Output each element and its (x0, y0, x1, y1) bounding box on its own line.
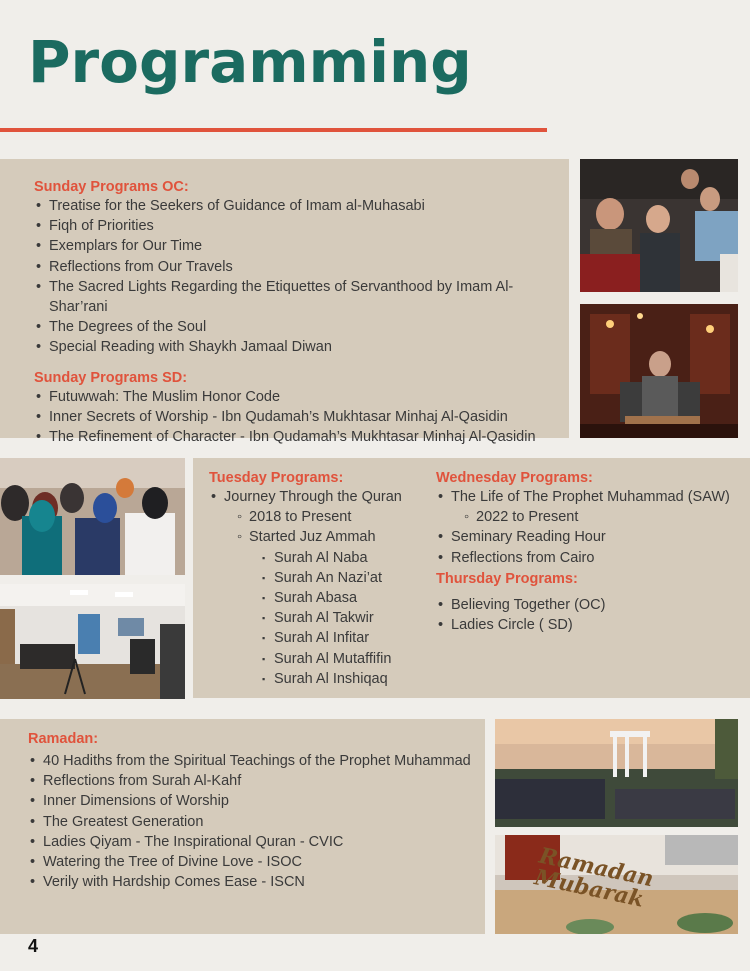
speaker-photo (580, 304, 738, 438)
list-item: ▪ Surah Al Mutaffifin (209, 649, 429, 669)
thursday-heading: Thursday Programs: (436, 570, 578, 587)
list-item: • Reflections from Our Travels (34, 257, 564, 277)
list-item: • Inner Dimensions of Worship (28, 791, 483, 811)
list-item: ▪ Surah Al Infitar (209, 628, 429, 648)
list-item: ◦ 2018 to Present (209, 507, 429, 527)
list-item: ◦ 2022 to Present (436, 507, 746, 527)
wednesday-heading: Wednesday Programs: (436, 470, 593, 486)
list-item: • Inner Secrets of Worship - Ibn Qudamah’s Mukhtasar Minhaj Al-Qasidin (34, 407, 564, 427)
list-item: • Seminary Reading Hour (436, 527, 746, 547)
list-item: • Reflections from Surah Al-Kahf (28, 771, 483, 791)
list-item: ▪ Surah Al Naba (209, 548, 429, 568)
ramadan-sign-photo (495, 835, 738, 934)
list-item: • Ladies Circle ( SD) (436, 615, 746, 635)
weekday-programs-panel (193, 458, 750, 698)
outdoor-prayer-photo (495, 719, 738, 827)
list-item: • The Degrees of the Soul (34, 317, 564, 337)
list-item: • The Greatest Generation (28, 812, 483, 832)
women-gathering-photo (0, 458, 185, 575)
list-item: • Watering the Tree of Divine Love - ISOC (28, 852, 483, 872)
list-item: • Special Reading with Shaykh Jamaal Diwan (34, 337, 564, 357)
list-item: • The Life of The Prophet Muhammad (SAW) (436, 487, 746, 507)
classroom-photo (0, 584, 185, 699)
list-item: ▪ Surah Al Inshiqaq (209, 669, 429, 689)
sunday-sd-list (34, 387, 564, 448)
list-item: • Futuwwah: The Muslim Honor Code (34, 387, 564, 407)
ramadan-panel (0, 719, 485, 934)
list-item: ◦ Started Juz Ammah (209, 527, 429, 547)
list-item: • Exemplars for Our Time (34, 236, 564, 256)
list-item: • Treatise for the Seekers of Guidance of Imam al-Muhasabi (34, 196, 564, 216)
tuesday-list (209, 487, 429, 689)
sunday-oc-heading: Sunday Programs OC: (34, 179, 189, 195)
list-item: ▪ Surah An Nazi’at (209, 568, 429, 588)
list-item: • Fiqh of Priorities (34, 216, 564, 236)
list-item: • The Sacred Lights Regarding the Etiquettes of Servanthood by Imam Al-Shar’rani (34, 277, 564, 317)
audience-photo (580, 159, 738, 292)
sunday-programs-panel (0, 159, 569, 446)
ramadan-list (28, 751, 483, 892)
ramadan-heading: Ramadan: (28, 731, 99, 747)
page-title: Programming (28, 28, 472, 96)
thursday-list (436, 595, 746, 635)
wednesday-list (436, 487, 746, 568)
list-item: • Reflections from Cairo (436, 548, 746, 568)
list-item: • Believing Together (OC) (436, 595, 746, 615)
list-item: ▪ Surah Abasa (209, 588, 429, 608)
list-item: • Journey Through the Quran (209, 487, 429, 507)
ramadan-mubarak-sign: Ramadan Mubarak (532, 842, 656, 913)
list-item: • The Refinement of Character - Ibn Qudamah’s Mukhtasar Minhaj Al-Qasidin (34, 427, 564, 447)
list-item: • Verily with Hardship Comes Ease - ISCN (28, 872, 483, 892)
page-number: 4 (28, 936, 39, 956)
list-item: • 40 Hadiths from the Spiritual Teachings of the Prophet Muhammad (28, 751, 483, 771)
title-underline (0, 128, 547, 132)
sunday-sd-heading: Sunday Programs SD: (34, 369, 188, 386)
tuesday-heading: Tuesday Programs: (209, 470, 344, 486)
sunday-oc-list (34, 196, 564, 358)
list-item: ▪ Surah Al Takwir (209, 608, 429, 628)
list-item: • Ladies Qiyam - The Inspirational Quran - CVIC (28, 832, 483, 852)
